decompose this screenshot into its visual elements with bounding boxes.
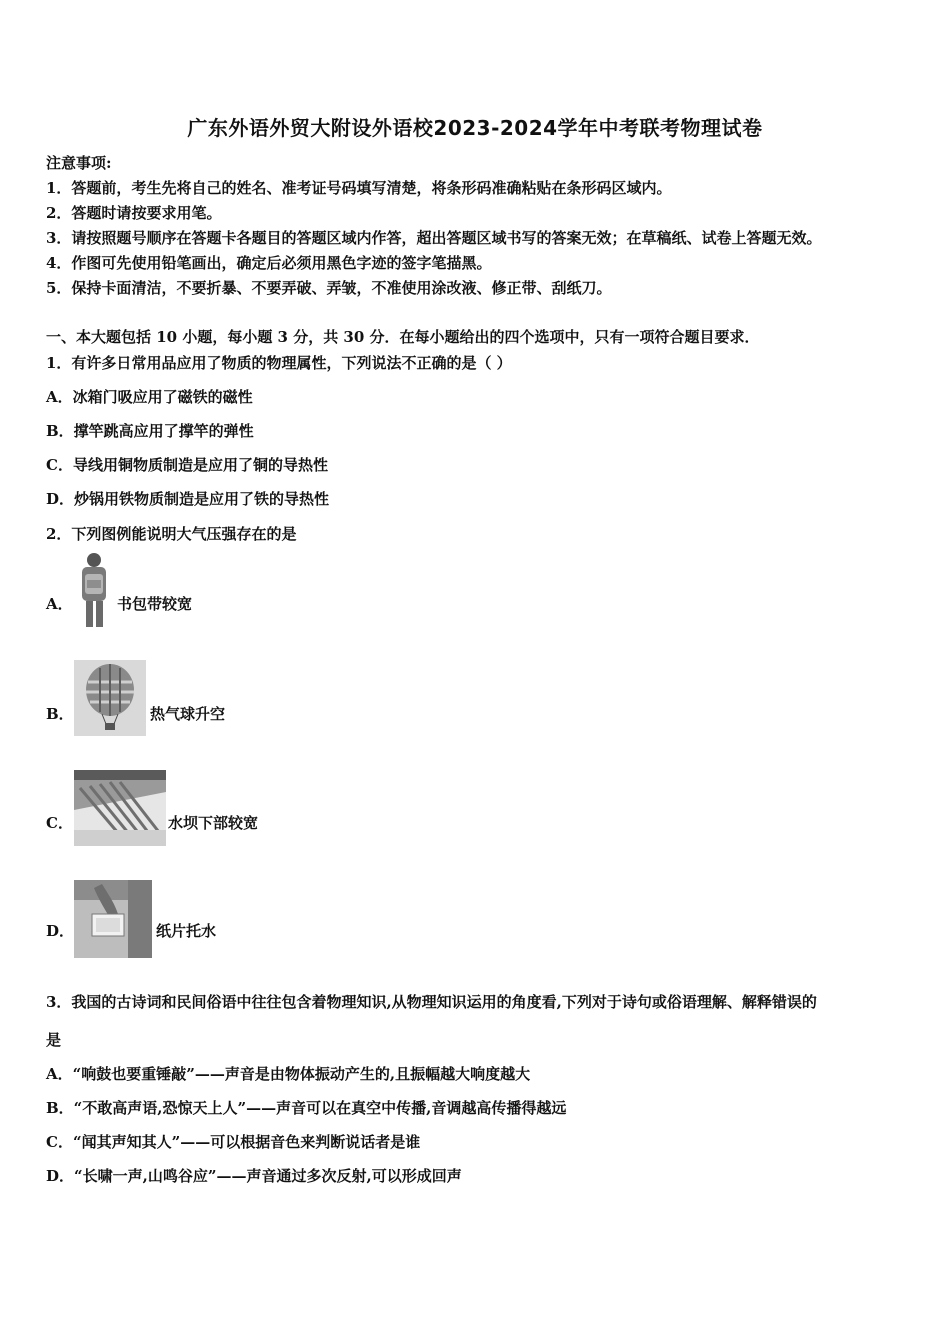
page-title: 广东外语外贸大附设外语校2023-2024学年中考联考物理试卷 (187, 116, 763, 140)
question-2-stem: 2．下列图例能说明大气压强存在的是 (46, 525, 297, 543)
q3-option-d: D．“长啸一声,山鸣谷应”——声音通过多次反射,可以形成回声 (46, 1167, 462, 1185)
section-heading: 一、本大题包括 10 小题，每小题 3 分，共 30 分．在每小题给出的四个选项中，只有一项符合题目要求． (46, 328, 760, 346)
notice-item: 3．请按照题号顺序在答题卡各题目的答题区域内作答，超出答题区域书写的答案无效；在草稿纸、试卷上答题无效。 (46, 229, 822, 247)
q2-option-d-letter: D． (46, 922, 75, 940)
question-3-stem: 3．我国的古诗词和民间俗语中往往包含着物理知识,从物理知识运用的角度看,下列对于诗句或俗语理解、解释错误的 (46, 993, 817, 1011)
notice-item: 5．保持卡面清洁，不要折暴、不要弄破、弄皱，不准使用涂改液、修正带、刮纸刀。 (46, 279, 612, 297)
q3-option-c: C．“闻其声知其人”——可以根据音色来判断说话者是谁 (46, 1133, 421, 1151)
q3-option-b: B．“不敢高声语,恐惊天上人”——声音可以在真空中传播,音调越高传播得越远 (46, 1099, 567, 1117)
paper-holds-water-icon (74, 880, 152, 958)
q2-option-d-text: 纸片托水 (156, 922, 217, 940)
q2-option-c-text: 水坝下部较宽 (168, 814, 259, 832)
q2-option-c-letter: C． (46, 814, 73, 832)
dam-icon (74, 770, 166, 846)
q1-option-c: C．导线用铜物质制造是应用了铜的导热性 (46, 456, 328, 474)
notice-item: 4．作图可先使用铅笔画出，确定后必须用黑色字迹的签字笔描黑。 (46, 254, 492, 272)
question-1-stem: 1．有许多日常用品应用了物质的物理属性，下列说法不正确的是（ ） (46, 354, 512, 372)
q1-option-a: A．冰箱门吸应用了磁铁的磁性 (46, 388, 253, 406)
question-3-stem-cont: 是 (46, 1031, 62, 1049)
hot-air-balloon-icon (74, 660, 146, 736)
notice-item: 1．答题前，考生先将自己的姓名、准考证号码填写清楚，将条形码准确粘贴在条形码区域内。 (46, 179, 672, 197)
q2-option-b-letter: B． (46, 705, 74, 723)
notice-heading: 注意事项: (46, 154, 112, 172)
q2-option-a-letter: A． (46, 595, 73, 613)
backpack-icon (74, 550, 114, 630)
q1-option-d: D．炒锅用铁物质制造是应用了铁的导热性 (46, 490, 330, 508)
q1-option-b: B．撑竿跳高应用了撑竿的弹性 (46, 422, 254, 440)
q3-option-a: A．“响鼓也要重锤敲”——声音是由物体振动产生的,且振幅越大响度越大 (46, 1065, 531, 1083)
notice-item: 2．答题时请按要求用笔。 (46, 204, 222, 222)
q2-option-a-text: 书包带较宽 (117, 595, 193, 613)
q2-option-b-text: 热气球升空 (150, 705, 226, 723)
